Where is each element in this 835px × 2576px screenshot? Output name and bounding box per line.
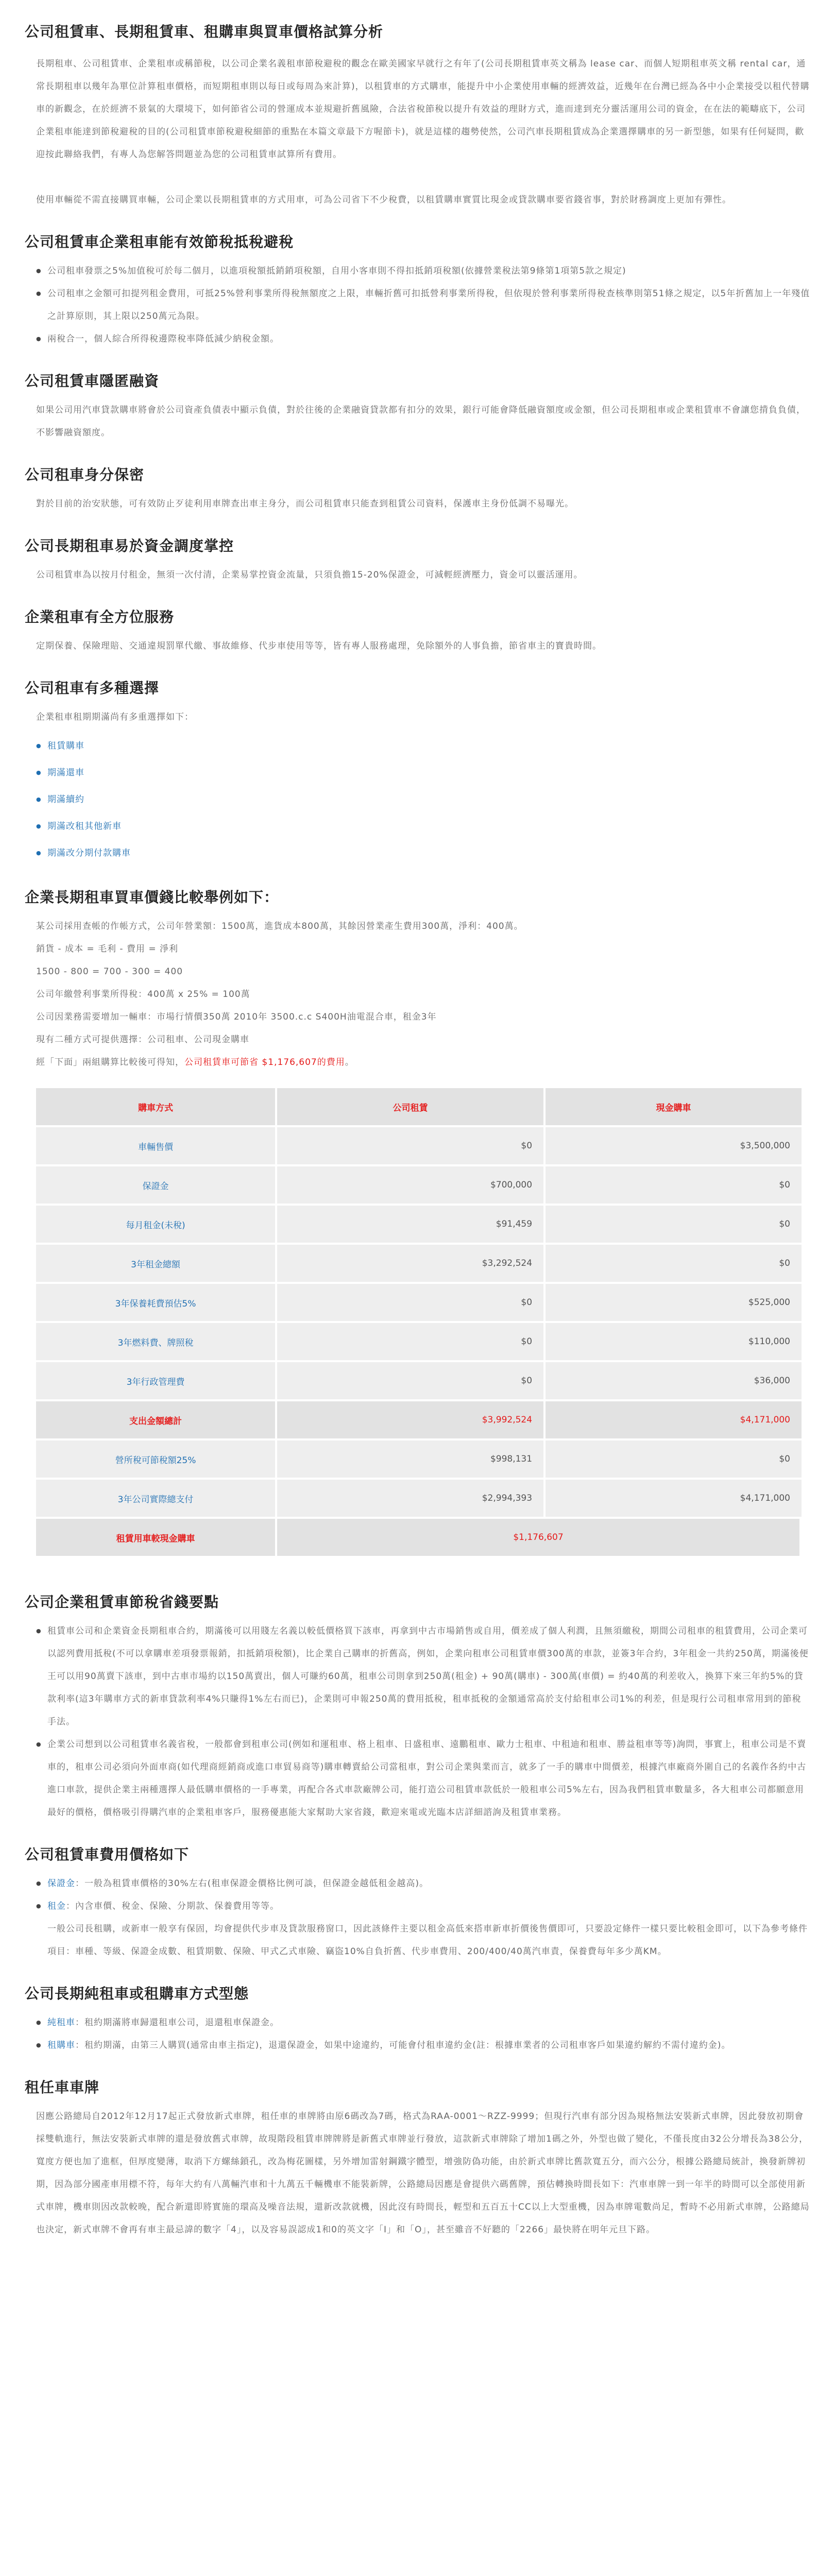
heading-identity-privacy: 公司租車身分保密 [25, 466, 145, 483]
list-item: ● 兩稅合一，個人綜合所得稅邊際稅率降低減少納稅金額。 [25, 328, 810, 350]
lease-type-label: 租購車 [47, 2040, 75, 2050]
row-label: 3年租金總額 [36, 1245, 275, 1282]
list-item: ● 企業公司想到以公司租賃車名義省稅，一般都會到租車公司(例如和運租車、格上租車、日盛租車、遠鵬租車、歐力士租車、中租迪和租車、勝益租車等等)詢問，事實上，租車公司是不賣車的，租車公司必須向外面車商(如代理商經銷商或進口車貿易商等)購車轉賣給公司當租車，對公司企業與業而言，就多了一手的購車中間價差，根據汽車廠商外圍自己的名義作各約中古進口車款，提供企業主兩種選擇人最低購車價格的一手專業，再配合各式車款廠牌公司，能打造公司租賃車款低於一般租車公司5%左右，因為我們租賃車數量多，各大租車公司都願意用最好的價格，價格吸引得購汽車的企業租車客戶，服務優惠能大家幫助大家省錢，歡迎來電或光臨本店詳細諮詢及租賃車業務。 [25, 1733, 810, 1824]
identity-privacy-paragraph: 對於目前的治安狀態，可有效防止歹徒利用車牌查出車主身分，而公司租賃車只能查到租賃公司資料，保護車主身份低調不易曝光。 [36, 499, 574, 509]
lease-value: $2,994,393 [275, 1480, 546, 1517]
option-link[interactable]: ● 期滿改分期付款購車 [25, 840, 810, 867]
example-line: 1500 - 800 = 700 - 300 = 400 [36, 967, 183, 977]
row-label: 營所稅可節稅額25% [36, 1440, 275, 1478]
fee-list [25, 1872, 810, 1963]
lease-value: $700,000 [275, 1166, 546, 1204]
cash-flow-paragraph: 公司租賃車為以按月付租金，無須一次付清，企業易掌控資金流量，只須負擔15-20%保證金，可減輕經濟壓力，資金可以靈活運用。 [36, 570, 583, 580]
intro-paragraph: 長期租車、公司租賃車、企業租車或稱節稅，以公司企業名義租車節稅避稅的觀念在歐美國家早就行之有年了(公司長期租賃車英文稱為 lease car、而個人短期租車英文稱 rental car，通常長期租車以幾年為單位計算租車價格，而短期租車則以每日或每周為來計算)，以租賃車的方式購車，能提升中小企業使用車輛的經濟效益，近幾年在台灣已經為各中小企業接受以租代替購車的新觀念，在於經濟不景氣的大環境下，如何節省公司的營運成本並規避折舊風險，合法省稅節稅以提升有效益的理財方式，進而達到充分靈活運用公司的資金，在在法的範疇底下，公司企業租車能達到節稅避稅的目的(公司租賃車節稅避稅細節的重點在本篇文章最下方喔節卡)，就是這樣的趨勢使然，公司汽車長期租賃成為企業選擇購車的另一新型態，如果有任何疑問，歡迎按此聯絡我們，有專人為您解答問題並為您的公司租賃車試算所有費用。 [36, 59, 810, 160]
cash-value: $525,000 [546, 1284, 802, 1321]
lease-type-text: ：租約期滿將車歸還租車公司，退還租車保證金。 [75, 2018, 279, 2028]
col-header-lease: 公司租賃 [275, 1088, 546, 1125]
table-row [36, 1166, 802, 1204]
list-item [25, 1895, 810, 1963]
cash-value: $110,000 [546, 1323, 802, 1360]
summary-row [36, 1519, 802, 1556]
example-conclusion [25, 1051, 810, 1074]
option-link[interactable]: ● 期滿續約 [25, 786, 810, 813]
lease-value: $0 [275, 1362, 546, 1399]
row-label: 3年行政管理費 [36, 1362, 275, 1399]
cash-value: $36,000 [546, 1362, 802, 1399]
article [25, 0, 810, 2241]
row-label: 保證金 [36, 1166, 275, 1204]
table-row [36, 1206, 802, 1243]
option-link[interactable]: ● 期滿還車 [25, 759, 810, 786]
heading-full-service: 企業租車有全方位服務 [25, 608, 175, 625]
list-item: ● 公司租車之金額可扣提列租金費用，可抵25%營利事業所得稅無額度之上限，車輛折舊可扣抵營利事業所得稅，但依現於營利事業所得稅查核準則第51條之規定，以5年折舊加上一年殘值之計算原則，其上限以250萬元為限。 [25, 282, 810, 328]
lease-value: $91,459 [275, 1206, 546, 1243]
lease-value: $3,992,524 [275, 1401, 546, 1438]
cash-value: $4,171,000 [546, 1401, 802, 1438]
lease-value: $0 [275, 1127, 546, 1164]
summary-label: 租賃用車較現金購車 [36, 1519, 275, 1556]
lease-type-label: 純租車 [47, 2018, 75, 2028]
cash-value: $0 [546, 1245, 802, 1282]
table-row [36, 1127, 802, 1164]
lease-value: $0 [275, 1284, 546, 1321]
fee-label: 租金 [47, 1901, 66, 1911]
summary-value: $1,176,607 [275, 1519, 802, 1556]
saving-points-list [25, 1620, 810, 1824]
list-item [25, 1872, 810, 1895]
heading-price-comparison: 企業長期租車買車價錢比較舉例如下： [25, 889, 279, 906]
lease-value: $998,131 [275, 1440, 546, 1478]
lease-type-list [25, 2011, 810, 2057]
row-label: 車輛售價 [36, 1127, 275, 1164]
tax-saving-list [25, 260, 810, 350]
option-link[interactable]: ● 期滿改租其他新車 [25, 813, 810, 840]
cash-value: $0 [546, 1166, 802, 1204]
example-line: 公司年繳營利事業所得稅：400萬 x 25% = 100萬 [36, 989, 250, 999]
table-header-row [36, 1088, 802, 1125]
table-row [36, 1323, 802, 1360]
row-label: 支出金額總計 [36, 1401, 275, 1438]
conclusion-suffix: 。 [345, 1057, 354, 1067]
heading-hidden-financing: 公司租賃車隱匿融資 [25, 372, 160, 389]
cash-value: $4,171,000 [546, 1480, 802, 1517]
full-service-paragraph: 定期保養、保險理賠、交通違規罰單代繳、事故維修、代步車使用等等，皆有專人服務處理，免除額外的人事負擔，節省車主的寶貴時間。 [36, 641, 602, 651]
lease-value: $0 [275, 1323, 546, 1360]
cash-value: $0 [546, 1440, 802, 1478]
heading-pricing-analysis: 公司租賃車、長期租賃車、租購車與買車價格試算分析 [25, 23, 384, 40]
example-line: 銷貨 - 成本 = 毛利 - 費用 = 淨利 [36, 944, 178, 954]
conclusion-prefix: 經「下面」兩組購算比較後可得知， [36, 1057, 184, 1067]
intro-paragraph-2: 使用車輛從不需直接購買車輛，公司企業以長期租賃車的方式用車，可為公司省下不少稅費，以租賃購車實質比現金或貸款購車要省錢省事，對於財務調度上更加有彈性。 [36, 195, 731, 205]
lease-value: $3,292,524 [275, 1245, 546, 1282]
heading-tax-saving: 公司租賃車企業租車能有效節稅抵稅避稅 [25, 233, 294, 250]
options-intro: 企業租車租期期滿尚有多重選擇如下： [36, 712, 194, 722]
list-item: ● 租賃車公司和企業資金長期租車合約，期滿後可以用賤左名義以較低價格買下該車，再拿到中古市場銷售或自用，價差成了個人利潤，且無須繳稅，期間公司租車的租賃費用，公司企業可以認列費用抵稅(不可以拿購車差項發票報銷，扣抵銷項稅額)，比企業自己購車的折舊高，例如，企業向租車公司租賃車價300萬的車款，並簽3年合約，3年租金一共約250萬，期滿後便王可以用90萬賣下該車，到中古車市場約以150萬賣出，個人可賺約60萬，租車公司則拿到250萬(租金) + 90萬(購車) - 300萬(車價) = 約40萬的利差收入，換算下來三年約5%的貸款利率(這3年購車方式的新車貸款利率4%只賺得1%左右而已)，企業則可申報250萬的費用抵稅，租車抵稅的金額通常高於支付給租車公司1%的利差，但是現行公司租車常用到的節稅手法。 [25, 1620, 810, 1733]
fee-detail: 一般公司長租購，或新車一般享有保固，均會提供代步車及貸款服務窗口，因此該條件主要以租金高低來搭車新車折價後售價即可，只要設定條件一樣只要比較租金即可，以下為參考條件項目：車種、等級、保證金成數、租賃期數、保險、甲式乙式車險、竊盜10%自負折舊、代步車費用、200/400/40萬汽車責，保養費每年多少萬KM。 [47, 1924, 808, 1957]
heading-fee-price: 公司租賃車費用價格如下 [25, 1846, 190, 1863]
example-line: 某公司採用查帳的作帳方式，公司年營業額：1500萬，進貨成本800萬，其餘因營業產生費用300萬，淨利：400萬。 [36, 921, 523, 931]
fee-text: ：內含車價、稅金、保險、分期款、保養費用等等。 [66, 1901, 279, 1911]
options-list [25, 733, 810, 867]
table-row [36, 1362, 802, 1399]
list-item [25, 2034, 810, 2057]
table-row [36, 1245, 802, 1282]
list-item [25, 2011, 810, 2034]
table-row [36, 1401, 802, 1438]
col-header-method: 購車方式 [36, 1088, 275, 1125]
heading-options: 公司租車有多種選擇 [25, 680, 160, 697]
list-item: ● 公司租車發票之5%加值稅可於每二個月，以進項稅額抵銷銷項稅額，自用小客車則不得扣抵銷項稅額(依據營業稅法第9條第1項第5款之規定) [25, 260, 810, 282]
license-plate-paragraph: 因應公路總局自2012年12月17起正式發放新式車牌，租任車的車牌將由原6碼改為7碼，格式為RAA-0001～RZZ-9999；但現行汽車有部分因為規格無法安裝新式車牌，因此發放初期會採雙軌進行，無法安裝新式車牌的還是發放舊式車牌，故現階段租賃車牌牌將是新舊式車牌並行發放，這款新式車牌除了增加1碼之外，外型也做了變化，不僅長度由32公分增長為38公分，寬度方便也加了進框，但厚度變薄，取消下方螺絲鎖孔，改為梅花圖樣，另外增加雷射鋼鐵字體型，增強防偽功能，由於新式車牌比舊款寬五分，而六公分，根據公路總局統計，換發新牌初期，因為部分國產車用標不符，每年大約有八萬輛汽車和十九萬五千輛機車不能裝新牌，公路總局因應是會提供六碼舊牌，預估轉換時間長如下：汽車車牌一到一年半的時間可以全部使用新式車牌，機車則因改款較晚，配合新還即將實施的環高及噪音法規，還新改款就機，因此沒有時間長，輕型和五百五十CC以上大型重機，因為車牌電數尚足，暫時不必用新式車牌，公路總局也決定，新式車牌不會再有車主最忌諱的數字「4」，以及容易誤認成1和0的英文字「I」和「O」，甚至雖音不好聽的「2266」最快將在明年元旦下路。 [36, 2111, 810, 2235]
table-row [36, 1480, 802, 1517]
fee-label: 保證金 [47, 1878, 75, 1889]
table-row [36, 1440, 802, 1478]
heading-saving-points: 公司企業租賃車節稅省錢要點 [25, 1594, 219, 1611]
row-label: 每月租金(未稅) [36, 1206, 275, 1243]
row-label: 3年公司實際總支付 [36, 1480, 275, 1517]
heading-lease-types: 公司長期純租車或租購車方式型態 [25, 1985, 249, 2002]
row-label: 3年燃料費、牌照稅 [36, 1323, 275, 1360]
savings-highlight: 公司租賃車可節省 $1,176,607的費用 [184, 1057, 345, 1067]
comparison-table [36, 1086, 802, 1558]
example-lines [25, 915, 810, 1074]
cash-value: $3,500,000 [546, 1127, 802, 1164]
fee-text: ：一般為租賃車價格的30%左右(租車保證金價格比例可談，但保證金越低租金越高)。 [75, 1878, 429, 1889]
heading-cash-flow: 公司長期租車易於資金調度掌控 [25, 537, 234, 554]
option-link[interactable]: ● 租賃購車 [25, 733, 810, 759]
lease-type-text: ：租約期滿，由第三人購買(通常由車主指定)，退還保證金，如果中途違約，可能會付租車違約金(註：根據車業者的公司租車客戶如果違約解約不需付違約金)。 [75, 2040, 731, 2050]
example-line: 公司因業務需要增加一輛車：市場行情價350萬 2010年 3500.c.c S400H油電混合車，租金3年 [36, 1012, 437, 1022]
example-line: 現有二種方式可提供選擇：公司租車、公司現金購車 [36, 1035, 249, 1045]
col-header-cash: 現金購車 [546, 1088, 802, 1125]
table-row [36, 1284, 802, 1321]
hidden-financing-paragraph: 如果公司用汽車貸款購車將會於公司資產負債表中顯示負債，對於往後的企業融資貸款都有扣分的效果，銀行可能會降低融資額度或金額，但公司長期租車或企業租賃車不會讓您揹負負債，不影響融資額度。 [36, 405, 806, 438]
heading-license-plate: 租任車車牌 [25, 2079, 100, 2096]
cash-value: $0 [546, 1206, 802, 1243]
row-label: 3年保養耗費預估5% [36, 1284, 275, 1321]
